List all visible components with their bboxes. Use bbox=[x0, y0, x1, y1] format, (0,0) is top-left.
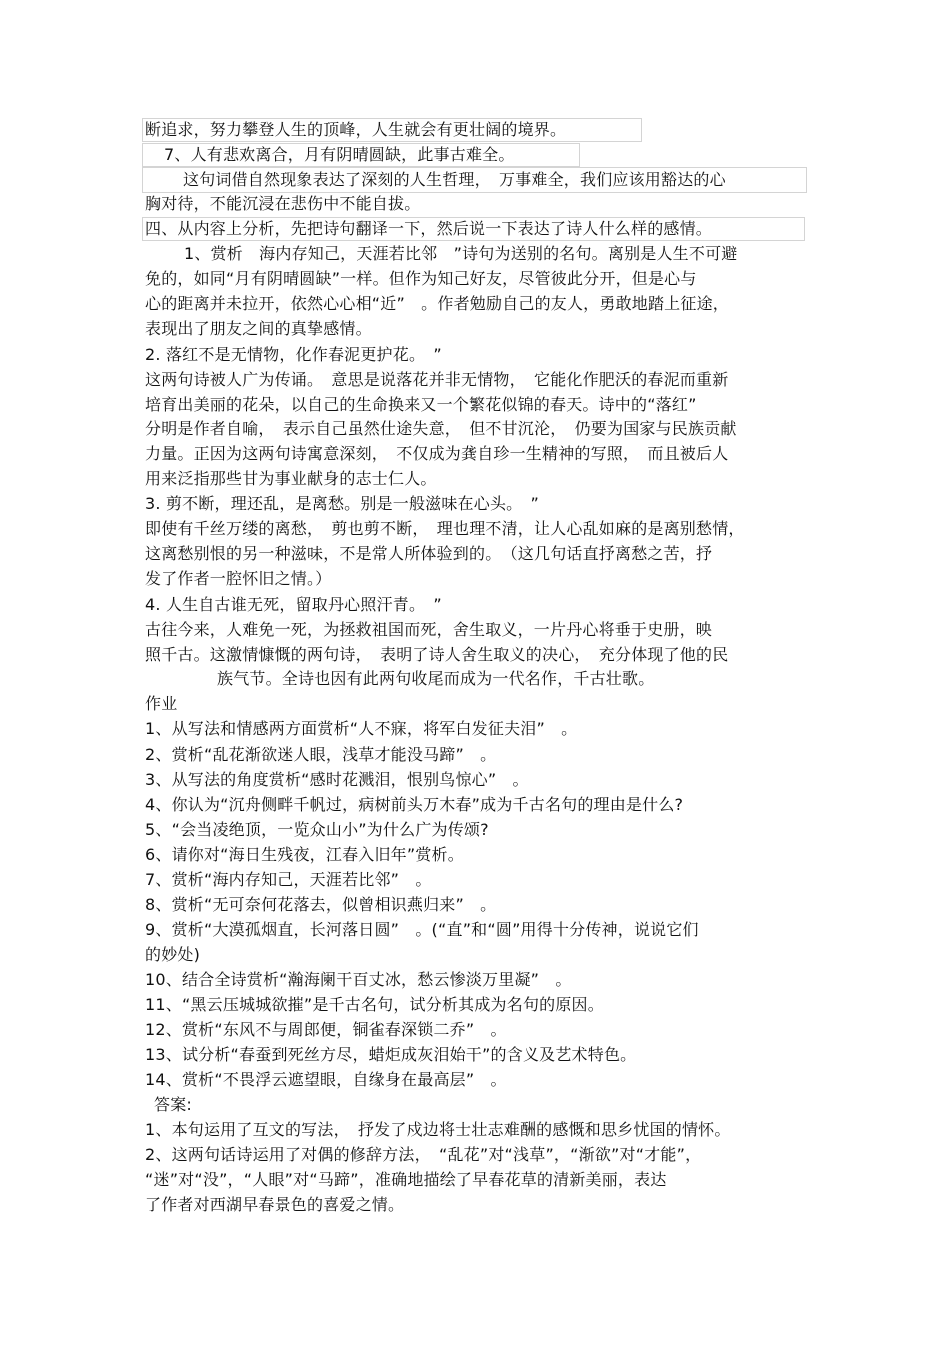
text-line: 用来泛指那些甘为事业献身的志士仁人。 bbox=[145, 469, 437, 488]
section-heading: 四、从内容上分析，先把诗句翻译一下，然后说一下表达了诗人什么样的感情。 bbox=[145, 219, 713, 238]
text-line: 古往今来，人难免一死，为拯救祖国而死，舍生取义，一片丹心将垂于史册，映 bbox=[145, 620, 713, 639]
text-line: 力量。正因为这两句诗寓意深刻， 不仅成为龚自珍一生精神的写照， 而且被后人 bbox=[145, 444, 729, 463]
text-line: 心的距离并未拉开，依然心心相“近” 。作者勉励自己的友人，勇敢地踏上征途， bbox=[145, 294, 729, 313]
text-line: 免的，如同“月有阴晴圆缺”一样。但作为知己好友，尽管彼此分开，但是心与 bbox=[145, 269, 697, 288]
list-item: 5、“会当凌绝顶，一览众山小”为什么广为传颂? bbox=[145, 820, 489, 839]
text-line: 1、赏析 海内存知己，天涯若比邻 ”诗句为送别的名句。离别是人生不可避 bbox=[184, 244, 738, 263]
list-item: 6、请你对“海日生残夜，江春入旧年”赏析。 bbox=[145, 845, 464, 864]
list-item: 的妙处) bbox=[145, 945, 201, 964]
text-line: 7、人有悲欢离合，月有阴晴圆缺，此事古难全。 bbox=[164, 145, 515, 164]
text-line: 2. 落红不是无情物，化作春泥更护花。 ” bbox=[145, 345, 442, 364]
text-line: 断追求，努力攀登人生的顶峰，人生就会有更壮阔的境界。 bbox=[145, 120, 567, 139]
text-line: 2、这两句话诗运用了对偶的修辞方法， “乱花”对“浅草”，“渐欲”对“才能”， bbox=[145, 1145, 702, 1164]
list-item: 9、赏析“大漠孤烟直，长河落日圆” 。(“直”和“圆”用得十分传神，说说它们 bbox=[145, 920, 699, 939]
text-line: 照千古。这激情慷慨的两句诗， 表明了诗人舍生取义的决心， 充分体现了他的民 bbox=[145, 645, 729, 664]
text-line: 发了作者一腔怀旧之情。） bbox=[145, 569, 332, 588]
text-line: 这句词借自然现象表达了深刻的人生哲理， 万事难全，我们应该用豁达的心 bbox=[183, 170, 726, 189]
list-item: 10、结合全诗赏析“瀚海阑干百丈冰，愁云惨淡万里凝” 。 bbox=[145, 970, 572, 989]
list-item: 4、你认为“沉舟侧畔千帆过，病树前头万木春”成为千古名句的理由是什么? bbox=[145, 795, 684, 814]
text-line: 4. 人生自古谁无死，留取丹心照汗青。 ” bbox=[145, 595, 442, 614]
text-line: 培育出美丽的花朵，以自己的生命换来又一个繁花似锦的春天。诗中的“落红” bbox=[145, 395, 697, 414]
list-item: 7、赏析“海内存知己，天涯若比邻” 。 bbox=[145, 870, 432, 889]
list-item: 13、试分析“春蚕到死丝方尽，蜡炬成灰泪始干”的含义及艺术特色。 bbox=[145, 1045, 637, 1064]
text-line: 了作者对西湖早春景色的喜爱之情。 bbox=[145, 1195, 405, 1214]
list-item: 12、赏析“东风不与周郎便，铜雀春深锁二乔” 。 bbox=[145, 1020, 507, 1039]
text-line: “迷”对“没”，“人眼”对“马蹄”，准确地描绘了早春花草的清新美丽，表达 bbox=[145, 1170, 667, 1189]
text-line: 1、本句运用了互文的写法， 抒发了戍边将士壮志难酬的感慨和思乡忧国的情怀。 bbox=[145, 1120, 731, 1139]
text-line: 这离愁别恨的另一种滋味，不是常人所体验到的。 （这几句话直抒离愁之苦，抒 bbox=[145, 544, 713, 563]
text-line: 表现出了朋友之间的真挚感情。 bbox=[145, 319, 372, 338]
section-heading: 答案: bbox=[154, 1095, 192, 1114]
text-line: 3. 剪不断，理还乱，是离愁。别是一般滋味在心头。 ” bbox=[145, 494, 540, 513]
section-heading: 作业 bbox=[145, 694, 178, 713]
list-item: 3、从写法的角度赏析“感时花溅泪，恨别鸟惊心” 。 bbox=[145, 770, 529, 789]
list-item: 8、赏析“无可奈何花落去，似曾相识燕归来” 。 bbox=[145, 895, 497, 914]
text-line: 这两句诗被人广为传诵。 意思是说落花并非无情物， 它能化作肥沃的春泥而重新 bbox=[145, 370, 729, 389]
list-item: 2、赏析“乱花渐欲迷人眼，浅草才能没马蹄” 。 bbox=[145, 745, 497, 764]
text-line: 分明是作者自喻， 表示自己虽然仕途失意， 但不甘沉沦， 仍要为国家与民族贡献 bbox=[145, 419, 737, 438]
list-item: 1、从写法和情感两方面赏析“人不寐，将军白发征夫泪” 。 bbox=[145, 719, 578, 738]
list-item: 11、“黑云压城城欲摧”是千古名句，试分析其成为名句的原因。 bbox=[145, 995, 604, 1014]
text-line: 族气节。全诗也因有此两句收尾而成为一代名作，千古壮歌。 bbox=[217, 669, 655, 688]
text-line: 即使有千丝万缕的离愁， 剪也剪不断， 理也理不清，让人心乱如麻的是离别愁情， bbox=[145, 519, 745, 538]
text-line: 胸对待，不能沉浸在悲伤中不能自拔。 bbox=[145, 194, 421, 213]
list-item: 14、赏析“不畏浮云遮望眼，自缘身在最高层” 。 bbox=[145, 1070, 507, 1089]
